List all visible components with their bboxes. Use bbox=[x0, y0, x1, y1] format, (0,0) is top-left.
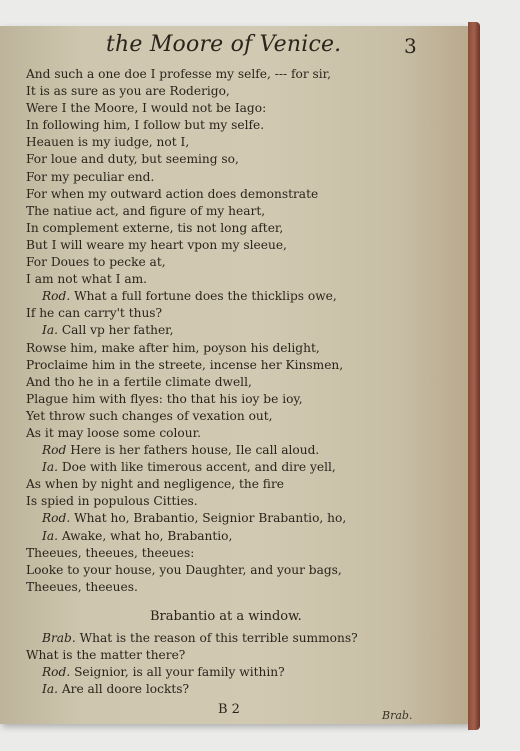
line-text: What ho, Brabantio, Seignior Brabantio, ho, bbox=[70, 511, 347, 526]
verse-line bbox=[26, 579, 456, 596]
verse-line bbox=[26, 391, 456, 408]
speaker-name: Ia. bbox=[42, 460, 58, 475]
line-text: Theeues, theeues. bbox=[26, 579, 138, 594]
verse-line bbox=[26, 545, 456, 562]
speaker-name: Brab. bbox=[42, 631, 76, 645]
line-text: If he can carry't thus? bbox=[26, 306, 163, 321]
verse-line bbox=[26, 322, 456, 339]
line-text: What a full fortune does the thicklips owe, bbox=[70, 289, 337, 304]
page-header bbox=[0, 32, 460, 60]
line-text: As it may loose some colour. bbox=[26, 425, 201, 440]
line-text: For loue and duty, but seeming so, bbox=[26, 152, 239, 167]
verse-line bbox=[26, 528, 456, 545]
line-text: For when my outward action does demonstrate bbox=[26, 186, 319, 201]
verse-line bbox=[26, 254, 456, 271]
line-text: It is as sure as you are Roderigo, bbox=[26, 84, 230, 99]
line-text: Heauen is my iudge, not I, bbox=[26, 135, 190, 150]
line-text: The natiue act, and figure of my heart, bbox=[26, 203, 266, 218]
stage-direction: Brabantio at a window. bbox=[150, 609, 302, 624]
verse-line bbox=[26, 493, 456, 510]
line-text: In following him, I follow but my selfe. bbox=[26, 118, 265, 133]
verse-line bbox=[26, 459, 456, 476]
verse-line bbox=[26, 117, 456, 134]
verse-line bbox=[26, 681, 456, 698]
verse-line bbox=[26, 476, 456, 493]
line-text: For Doues to pecke at, bbox=[26, 255, 166, 270]
verse-line bbox=[26, 357, 456, 374]
running-title: the Moore of Venice. bbox=[106, 32, 342, 57]
line-text: Proclaime him in the streete, incense her Kinsmen, bbox=[26, 357, 344, 372]
line-text: Awake, what ho, Brabantio, bbox=[57, 528, 233, 543]
line-text: Seignior, is all your family within? bbox=[70, 665, 285, 680]
line-text: In complement externe, tis not long after, bbox=[26, 220, 284, 235]
verse-line bbox=[26, 134, 456, 151]
page-number: 3 bbox=[404, 34, 417, 58]
verse-line bbox=[26, 83, 456, 100]
speaker-name: Rod. bbox=[42, 511, 71, 526]
line-text: But I will weare my heart vpon my sleeue, bbox=[26, 237, 287, 252]
line-text: Looke to your house, you Daughter, and your bags, bbox=[26, 562, 342, 577]
play-text bbox=[26, 66, 456, 596]
line-text: Plague him with flyes: tho that his ioy be ioy, bbox=[26, 391, 303, 406]
verse-line bbox=[26, 442, 456, 459]
speaker-name: Rod. bbox=[42, 289, 71, 304]
verse-line bbox=[26, 66, 456, 83]
verse-line bbox=[26, 100, 456, 117]
verse-line bbox=[26, 374, 456, 391]
verse-line bbox=[26, 340, 456, 357]
line-text: Here is her fathers house, Ile call aloud. bbox=[66, 443, 320, 458]
line-text: Theeues, theeues, theeues: bbox=[26, 545, 195, 560]
line-text: And such a one doe I professe my selfe, --- for sir, bbox=[26, 67, 332, 81]
verse-line bbox=[26, 220, 456, 237]
verse-line bbox=[26, 510, 456, 527]
line-text: Doe with like timerous accent, and dire yell, bbox=[57, 460, 336, 475]
verse-line bbox=[26, 305, 456, 322]
catchword: Brab. bbox=[382, 709, 413, 722]
line-text: Call vp her father, bbox=[57, 323, 174, 338]
line-text: For my peculiar end. bbox=[26, 169, 155, 184]
page-edge-binding bbox=[468, 22, 480, 730]
verse-line bbox=[26, 203, 456, 220]
line-text: And tho he in a fertile climate dwell, bbox=[26, 374, 252, 389]
speaker-name: Rod. bbox=[42, 665, 71, 680]
verse-line bbox=[26, 664, 456, 681]
speaker-name: Rod bbox=[42, 443, 67, 458]
verse-line bbox=[26, 408, 456, 425]
verse-line bbox=[26, 562, 456, 579]
line-text: Yet throw such changes of vexation out, bbox=[26, 408, 273, 423]
play-text-continued bbox=[26, 630, 456, 698]
line-text: What is the matter there? bbox=[26, 648, 186, 663]
verse-line bbox=[26, 237, 456, 254]
signature-mark: B 2 bbox=[218, 702, 240, 717]
verse-line bbox=[26, 425, 456, 442]
speaker-name: Ia. bbox=[42, 682, 58, 697]
verse-line bbox=[26, 186, 456, 203]
verse-line bbox=[26, 169, 456, 186]
speaker-name: Ia. bbox=[42, 528, 58, 543]
line-text: Is spied in populous Citties. bbox=[26, 494, 198, 509]
verse-line bbox=[26, 647, 456, 664]
line-text: I am not what I am. bbox=[26, 272, 148, 287]
verse-line bbox=[26, 630, 456, 647]
verse-line bbox=[26, 288, 456, 305]
speaker-name: Ia. bbox=[42, 323, 58, 338]
line-text: What is the reason of this terrible summons? bbox=[75, 631, 358, 645]
line-text: Were I the Moore, I would not be Iago: bbox=[26, 101, 267, 116]
line-text: Rowse him, make after him, poyson his delight, bbox=[26, 340, 320, 355]
book-page bbox=[0, 26, 470, 724]
line-text: As when by night and negligence, the fire bbox=[26, 477, 284, 492]
verse-line bbox=[26, 151, 456, 168]
line-text: Are all doore lockts? bbox=[57, 682, 190, 697]
verse-line bbox=[26, 271, 456, 288]
